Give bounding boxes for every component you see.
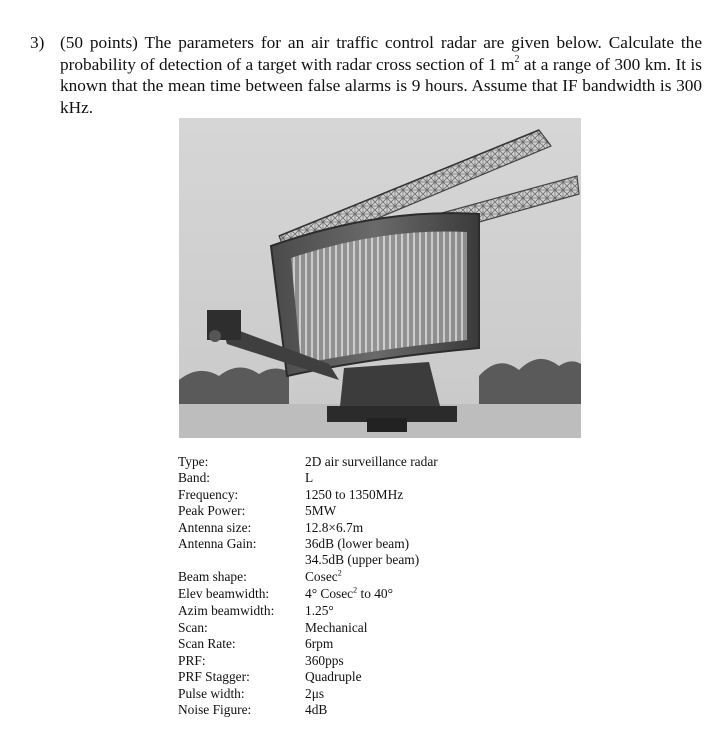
spec-elev-beamwidth-label: Elev beamwidth:: [178, 586, 270, 601]
area-exponent: 2: [514, 53, 520, 65]
beam-shape-exponent: 2: [337, 568, 342, 578]
spec-band-value: L: [305, 470, 314, 485]
spec-noise-figure-value: 4dB: [305, 702, 328, 717]
spec-noise-figure-label: Noise Figure:: [178, 702, 252, 717]
spec-antenna-gain-label: Antenna Gain:: [178, 536, 257, 551]
problem-statement: [30, 32, 702, 118]
spec-type-label: Type:: [178, 454, 209, 469]
elev-beamwidth-exponent: 2: [353, 585, 358, 595]
spec-peak-power-value: 5MW: [305, 503, 337, 518]
problem-number: 3): [30, 33, 45, 52]
spec-antenna-size-label: Antenna size:: [178, 520, 252, 535]
spec-peak-power-label: Peak Power:: [178, 503, 246, 518]
spec-antenna-size-value: 12.8×6.7m: [305, 520, 364, 535]
spec-scan-rate-label: Scan Rate:: [178, 636, 236, 651]
spec-prf-stagger-value: Quadruple: [305, 669, 362, 684]
spec-frequency-label: Frequency:: [178, 487, 239, 502]
spec-type-value: 2D air surveillance radar: [305, 454, 438, 469]
spec-antenna-gain-value-upper: 34.5dB (upper beam): [305, 552, 420, 567]
spec-antenna-gain-value-lower: 36dB (lower beam): [305, 536, 410, 551]
spec-pulse-width-label: Pulse width:: [178, 686, 245, 701]
problem-text-part-2: at a range of 300 km. It is known that the mean time between false alarms is 9 hours. Assume that IF bandwidth is 300 kHz.: [60, 54, 702, 117]
spec-scan-label: Scan:: [178, 620, 208, 635]
problem-text: [60, 32, 702, 118]
spec-scan-rate-value: 6rpm: [305, 636, 334, 651]
problem-text-part-1: (50 points) The parameters for an air traffic control radar are given below. Calculate the probability of detection of a target with radar cross section of 1 m: [60, 33, 702, 74]
spec-prf-value: 360pps: [305, 653, 344, 668]
spec-band-label: Band:: [178, 470, 210, 485]
spec-frequency-value: 1250 to 1350MHz: [305, 487, 404, 502]
beam-shape-text: Cosec: [305, 569, 338, 584]
spec-prf-label: PRF:: [178, 653, 206, 668]
spec-scan-value: Mechanical: [305, 620, 368, 635]
spec-azim-beamwidth-label: Azim beamwidth:: [178, 603, 275, 618]
spec-prf-stagger-label: PRF Stagger:: [178, 669, 250, 684]
spec-beam-shape-value: [305, 569, 342, 585]
spec-azim-beamwidth-value: 1.25°: [305, 603, 334, 618]
spec-elev-beamwidth-value: [305, 586, 393, 602]
elev-beamwidth-text-a: 4° Cosec: [305, 586, 354, 601]
spec-pulse-width-value: 2μs: [305, 686, 325, 701]
spec-beam-shape-label: Beam shape:: [178, 569, 247, 584]
radar-photo: [179, 118, 581, 438]
elev-beamwidth-text-b: to 40°: [357, 586, 393, 601]
